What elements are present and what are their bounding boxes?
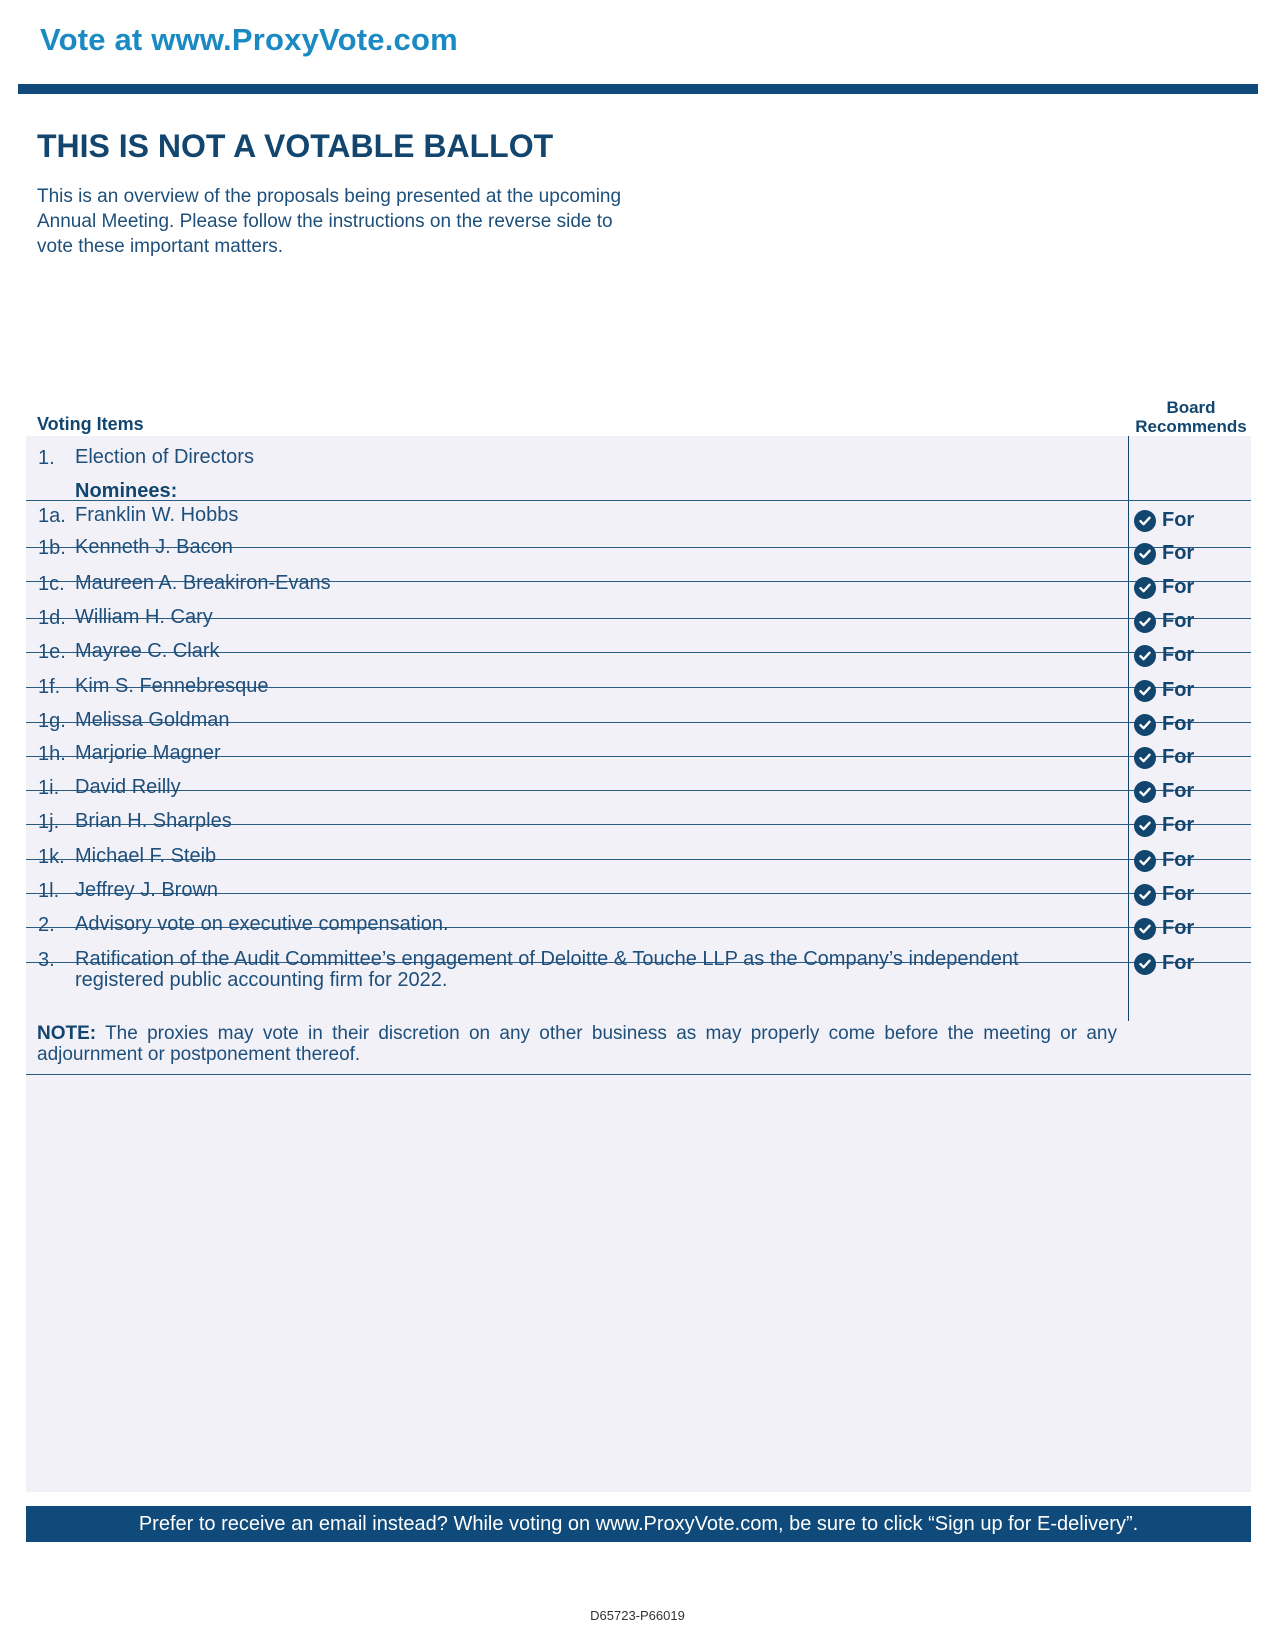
recommendation-label: For	[1162, 509, 1195, 531]
intro-text: This is an overview of the proposals being presented at the upcoming Annual Meeting. Please follow the instructions on the reverse side to vote these important matters.	[37, 186, 622, 257]
item-text: Marjorie Magner	[75, 742, 221, 764]
note-text	[37, 1023, 1117, 1065]
item-text: Brian H. Sharples	[75, 810, 232, 832]
item-text: David Reilly	[75, 776, 181, 798]
item-number: 3.	[38, 949, 55, 971]
edelivery-banner: Prefer to receive an email instead? While voting on www.ProxyVote.com, be sure to click “Sign up for E-delivery”.	[26, 1506, 1251, 1542]
document-code: D65723-P66019	[590, 1608, 685, 1623]
recommendation-label: For	[1162, 746, 1195, 768]
voting-item-row	[26, 826, 1251, 871]
recommendation-label: For	[1162, 644, 1195, 666]
item-text: Kim S. Fennebresque	[75, 675, 269, 697]
voting-item-row	[26, 545, 1251, 598]
recommendation-label: For	[1162, 713, 1195, 735]
item-text: Advisory vote on executive compensation.	[75, 913, 449, 935]
voting-item-row	[26, 585, 1251, 632]
voting-item-row	[26, 689, 1251, 735]
voting-item-row	[26, 757, 1251, 802]
item-text: Franklin W. Hobbs	[75, 504, 239, 526]
item-number: 1j.	[38, 811, 60, 833]
check-circle-icon	[1134, 953, 1156, 975]
header-divider	[18, 84, 1258, 94]
voting-items-header: Voting Items	[37, 414, 144, 434]
voting-item-row	[26, 514, 1251, 564]
recommendation-label: For	[1162, 679, 1195, 701]
item-number: 1l.	[38, 880, 60, 902]
item-text: Ratification of the Audit Committee’s engagement of Deloitte & Touche LLP as the Company’s independent registered public accounting firm for 2022.	[75, 948, 1019, 991]
item-text: Election of Directors	[75, 446, 254, 468]
voting-item-row	[26, 618, 1251, 666]
board-header-line1: Board	[1166, 398, 1216, 417]
item-number: 1f.	[38, 676, 61, 698]
item-number: 1a.	[38, 505, 66, 527]
voting-item-row	[26, 723, 1251, 768]
voting-item-row	[26, 906, 1251, 991]
item-text: Maureen A. Breakiron-Evans	[75, 572, 331, 594]
item-number: 1d.	[38, 607, 66, 629]
item-text: Kenneth J. Bacon	[75, 536, 233, 558]
recommendation-label: For	[1162, 917, 1195, 939]
item-number: 1.	[38, 447, 55, 469]
voting-item-row	[26, 790, 1251, 836]
item-number: 1h.	[38, 743, 66, 765]
recommendation-label: For	[1162, 610, 1195, 632]
item-number: 1g.	[38, 710, 66, 732]
item-text: Mayree C. Clark	[75, 640, 220, 662]
vote-website-link[interactable]: Vote at www.ProxyVote.com	[40, 22, 458, 57]
item-text: Michael F. Steib	[75, 845, 217, 867]
note-body: The proxies may vote in their discretion on any other business as may properly come before the meeting or any adjournment or postponement thereof.	[37, 1023, 1117, 1065]
recommendation-label: For	[1162, 780, 1195, 802]
recommendation-label: For	[1162, 849, 1195, 871]
item-number: 1c.	[38, 573, 65, 595]
recommendation-label: For	[1162, 542, 1195, 564]
item-number: 1b.	[38, 537, 66, 559]
item-number: 2.	[38, 914, 55, 936]
item-number: 1e.	[38, 641, 66, 663]
recommendation-label: For	[1162, 814, 1195, 836]
note-label: NOTE:	[37, 1023, 97, 1044]
item-text: Jeffrey J. Brown	[75, 879, 219, 901]
item-text: Melissa Goldman	[75, 709, 230, 731]
board-header-line2: Recommends	[1135, 417, 1247, 436]
voting-item-row	[26, 653, 1251, 701]
recommendation-label: For	[1162, 576, 1195, 598]
recommendation-label: For	[1162, 883, 1195, 905]
note-divider	[26, 1074, 1251, 1075]
item-number: 1i.	[38, 777, 60, 799]
board-recommends-header	[1128, 398, 1254, 436]
voting-item-row	[26, 454, 1251, 531]
nominees-label: Nominees:	[75, 480, 178, 502]
voting-item-row	[26, 860, 1251, 905]
board-recommendation	[1134, 952, 1194, 975]
page-title: THIS IS NOT A VOTABLE BALLOT	[37, 128, 554, 164]
recommendation-label: For	[1162, 952, 1195, 974]
item-text: William H. Cary	[75, 606, 213, 628]
item-number: 1k.	[38, 846, 65, 868]
